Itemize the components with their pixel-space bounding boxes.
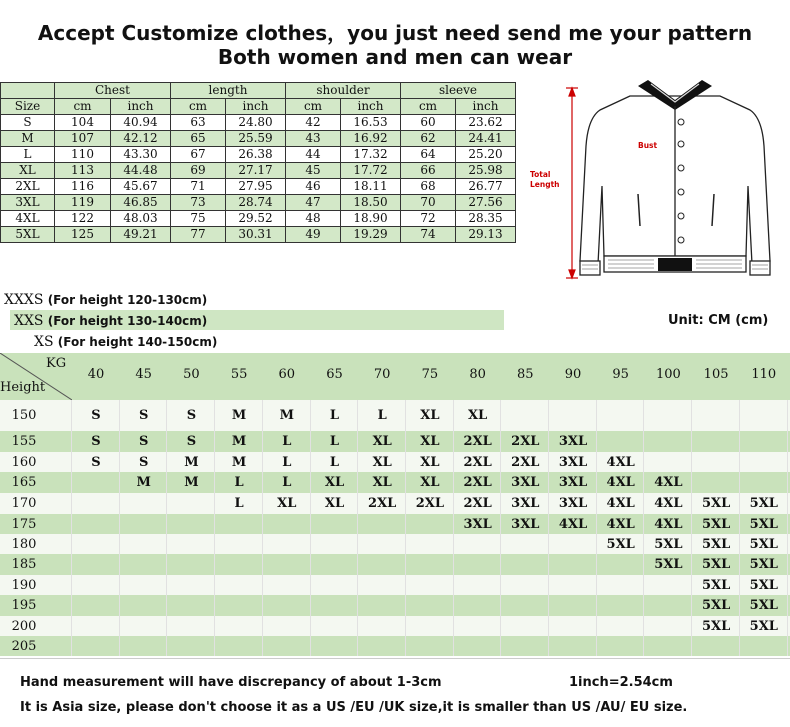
size-recommendation: 3XL xyxy=(511,475,540,490)
size-cell: 2XL xyxy=(1,179,55,195)
grid-divider xyxy=(357,400,358,656)
size-recommendation: 3XL xyxy=(558,454,588,470)
size-column-header: Size xyxy=(1,99,55,115)
measure-cell: 26.38 xyxy=(226,147,286,163)
left-cuff xyxy=(580,261,600,275)
grid-divider xyxy=(262,400,263,656)
grid-divider xyxy=(71,400,72,656)
height-cell: 200 xyxy=(11,618,37,634)
size-recommendation: 5XL xyxy=(749,577,778,593)
measure-cell: 77 xyxy=(171,227,226,243)
size-recommendation: M xyxy=(184,454,199,470)
measure-cell: 28.74 xyxy=(226,195,286,211)
size-table xyxy=(0,82,516,243)
measure-cell: 29.13 xyxy=(456,227,516,243)
size-recommendation: 5XL xyxy=(701,577,731,593)
unit-header: inch xyxy=(456,99,516,115)
size-recommendation: XL xyxy=(420,408,440,423)
size-recommendation: 5XL xyxy=(701,536,731,552)
measure-cell: 48.03 xyxy=(111,211,171,227)
size-recommendation: 2XL xyxy=(463,475,492,490)
weight-header: 110 xyxy=(751,367,777,382)
jacket-diagram xyxy=(530,76,788,294)
size-recommendation: 5XL xyxy=(606,536,635,552)
group-header: sleeve xyxy=(401,83,516,99)
size-recommendation: 4XL xyxy=(654,475,683,490)
grid-divider xyxy=(453,400,454,656)
size-recommendation: 5XL xyxy=(701,496,731,511)
measure-cell: 46.85 xyxy=(111,195,171,211)
size-recommendation: XL xyxy=(420,454,440,470)
weight-header: 70 xyxy=(373,367,391,382)
size-recommendation: XL xyxy=(420,434,440,449)
measure-cell: 71 xyxy=(171,179,226,195)
measure-cell: 26.77 xyxy=(456,179,516,195)
size-recommendation: L xyxy=(234,496,244,511)
measure-cell: 18.50 xyxy=(341,195,401,211)
grid-divider xyxy=(691,400,692,656)
size-recommendation: M xyxy=(136,475,151,490)
measure-cell: 69 xyxy=(171,163,226,179)
size-cell: S xyxy=(1,115,55,131)
total-length-label-2: Length xyxy=(530,180,560,189)
grid-divider xyxy=(739,400,740,656)
height-label: Height xyxy=(0,380,46,395)
size-recommendation: L xyxy=(377,408,387,423)
header-line-1: Accept Customize clothes，you just need send me your pattern xyxy=(37,21,753,45)
grid-divider xyxy=(500,400,501,656)
footer-conversion: 1inch=2.54cm xyxy=(569,675,673,690)
unit-header: cm xyxy=(55,99,111,115)
measure-cell: 45.67 xyxy=(111,179,171,195)
size-recommendation: 4XL xyxy=(606,516,635,532)
measure-cell: 27.17 xyxy=(226,163,286,179)
grid-divider xyxy=(214,400,215,656)
measure-cell: 18.90 xyxy=(341,211,401,227)
measure-cell: 24.80 xyxy=(226,115,286,131)
size-cell: M xyxy=(1,131,55,147)
size-row xyxy=(1,179,516,195)
unit-header: inch xyxy=(341,99,401,115)
unit-header: inch xyxy=(226,99,286,115)
size-recommendation: 3XL xyxy=(511,516,540,532)
measure-cell: 113 xyxy=(55,163,111,179)
measure-cell: 119 xyxy=(55,195,111,211)
size-recommendation: 3XL xyxy=(511,496,540,511)
size-cell: 4XL xyxy=(1,211,55,227)
height-cell: 180 xyxy=(11,536,37,552)
size-recommendation: L xyxy=(282,454,292,470)
size-recommendation: 2XL xyxy=(511,434,540,449)
weight-header: 100 xyxy=(655,367,681,382)
measure-cell: 63 xyxy=(171,115,226,131)
grid-divider xyxy=(787,400,788,656)
total-length-label-1: Total xyxy=(530,170,551,179)
size-recommendation: 3XL xyxy=(463,516,492,532)
size-recommendation: M xyxy=(231,408,247,423)
unit-header: cm xyxy=(171,99,226,115)
measure-cell: 104 xyxy=(55,115,111,131)
measure-cell: 66 xyxy=(401,163,456,179)
size-recommendation: 5XL xyxy=(701,516,731,532)
measure-cell: 125 xyxy=(55,227,111,243)
measure-cell: 40.94 xyxy=(111,115,171,131)
weight-header: 45 xyxy=(135,367,152,382)
size-recommendation: XL xyxy=(372,434,392,449)
weight-header: 95 xyxy=(612,367,629,382)
group-header: length xyxy=(171,83,286,99)
size-recommendation: L xyxy=(329,434,340,449)
measure-cell: 17.72 xyxy=(341,163,401,179)
weight-header: 40 xyxy=(87,367,105,382)
size-recommendation: L xyxy=(329,408,340,423)
size-recommendation: 4XL xyxy=(654,516,683,532)
size-row xyxy=(1,163,516,179)
measure-cell: 27.95 xyxy=(226,179,286,195)
height-cell: 165 xyxy=(11,475,37,490)
grid-divider xyxy=(405,400,406,656)
size-recommendation: 3XL xyxy=(558,496,588,511)
header-line-2: Both women and men can wear xyxy=(217,45,573,69)
measure-cell: 25.98 xyxy=(456,163,516,179)
measure-cell: 62 xyxy=(401,131,456,147)
height-cell: 205 xyxy=(11,638,37,654)
weight-header: 80 xyxy=(469,367,486,382)
size-row xyxy=(1,195,516,211)
bust-label: Bust xyxy=(638,141,658,150)
kg-label: KG xyxy=(46,356,67,371)
size-recommendation: L xyxy=(282,475,292,490)
measure-cell: 68 xyxy=(401,179,456,195)
size-table-corner xyxy=(1,83,55,99)
measure-cell: 24.41 xyxy=(456,131,516,147)
measure-cell: 49.21 xyxy=(111,227,171,243)
size-recommendation: 5XL xyxy=(701,618,731,634)
measure-cell: 23.62 xyxy=(456,115,516,131)
measure-cell: 47 xyxy=(286,195,341,211)
grid-divider xyxy=(166,400,167,656)
height-cell: 170 xyxy=(11,496,37,511)
size-row xyxy=(1,147,516,163)
weight-header: 65 xyxy=(326,367,343,382)
size-recommendation: 3XL xyxy=(558,434,588,449)
size-row xyxy=(1,211,516,227)
weight-header: 60 xyxy=(278,367,296,382)
measure-cell: 64 xyxy=(401,147,456,163)
group-header: Chest xyxy=(55,83,171,99)
size-cell: XL xyxy=(1,163,55,179)
right-cuff xyxy=(750,261,770,275)
size-recommendation: M xyxy=(231,454,247,470)
size-recommendation: S xyxy=(138,454,149,470)
grid-divider xyxy=(119,400,120,656)
unit-header: cm xyxy=(401,99,456,115)
size-recommendation: XL xyxy=(420,475,440,490)
measure-cell: 44 xyxy=(286,147,341,163)
size-recommendation: S xyxy=(91,454,101,470)
measure-cell: 48 xyxy=(286,211,341,227)
size-recommendation: 5XL xyxy=(749,598,778,613)
size-recommendation: 4XL xyxy=(606,475,635,490)
measure-cell: 28.35 xyxy=(456,211,516,227)
size-row xyxy=(1,115,516,131)
measure-cell: 29.52 xyxy=(226,211,286,227)
size-recommendation: 5XL xyxy=(749,557,778,572)
size-recommendation: XL xyxy=(277,496,297,511)
size-recommendation: 5XL xyxy=(654,536,683,552)
measure-cell: 30.31 xyxy=(226,227,286,243)
measure-cell: 73 xyxy=(171,195,226,211)
measure-cell: 19.29 xyxy=(341,227,401,243)
size-recommendation: 2XL xyxy=(511,454,540,470)
grid-divider xyxy=(596,400,597,656)
measure-cell: 107 xyxy=(55,131,111,147)
measure-cell: 16.92 xyxy=(341,131,401,147)
size-cell: 5XL xyxy=(1,227,55,243)
size-recommendation: S xyxy=(91,434,101,449)
size-recommendation: 5XL xyxy=(749,536,778,552)
measure-cell: 45 xyxy=(286,163,341,179)
footer-asia-size-note: It is Asia size, please don't choose it as a US /EU /UK size,it is smaller than US /AU/ EU size. xyxy=(20,700,688,715)
unit-header: inch xyxy=(111,99,171,115)
size-recommendation: 5XL xyxy=(749,496,778,511)
size-row xyxy=(1,131,516,147)
grid-divider xyxy=(548,400,549,656)
kids-note-xxxs: XXXS (For height 120-130cm) xyxy=(4,292,208,308)
measure-cell: 18.11 xyxy=(341,179,401,195)
measure-cell: 25.59 xyxy=(226,131,286,147)
measure-cell: 75 xyxy=(171,211,226,227)
weight-header: 105 xyxy=(703,367,729,382)
size-recommendation: 5XL xyxy=(701,598,731,613)
measure-cell: 70 xyxy=(401,195,456,211)
kids-note-xs: XS (For height 140-150cm) xyxy=(34,334,218,350)
size-cell: L xyxy=(1,147,55,163)
weight-header: 90 xyxy=(564,367,582,382)
size-recommendation: 5XL xyxy=(749,618,778,634)
size-recommendation: L xyxy=(282,434,292,449)
size-recommendation: 2XL xyxy=(463,454,492,470)
size-recommendation: M xyxy=(279,408,294,423)
unit-header: cm xyxy=(286,99,341,115)
weight-header: 55 xyxy=(230,367,248,382)
measure-cell: 122 xyxy=(55,211,111,227)
measure-cell: 25.20 xyxy=(456,147,516,163)
size-recommendation: L xyxy=(329,454,340,470)
size-recommendation: 2XL xyxy=(463,496,492,511)
size-recommendation: 2XL xyxy=(368,496,397,511)
weight-header: 75 xyxy=(421,367,439,382)
size-recommendation: L xyxy=(234,475,244,490)
size-recommendation: XL xyxy=(324,475,345,490)
size-recommendation: S xyxy=(186,408,197,423)
size-recommendation: 5XL xyxy=(749,516,778,532)
measure-cell: 27.56 xyxy=(456,195,516,211)
size-recommendation: 3XL xyxy=(558,475,588,490)
height-cell: 175 xyxy=(11,516,37,532)
grid-divider xyxy=(310,400,311,656)
measure-cell: 42 xyxy=(286,115,341,131)
size-recommendation: 2XL xyxy=(415,496,445,511)
size-recommendation: XL xyxy=(372,454,392,470)
measure-cell: 116 xyxy=(55,179,111,195)
corner-diagonal xyxy=(0,353,72,400)
size-recommendation: 4XL xyxy=(654,496,683,511)
size-recommendation: 4XL xyxy=(606,454,635,470)
measure-cell: 67 xyxy=(171,147,226,163)
measure-cell: 42.12 xyxy=(111,131,171,147)
size-recommendation: 2XL xyxy=(463,434,492,449)
measure-cell: 74 xyxy=(401,227,456,243)
footer-discrepancy: Hand measurement will have discrepancy of about 1-3cm xyxy=(20,675,442,690)
measure-cell: 16.53 xyxy=(341,115,401,131)
height-cell: 190 xyxy=(11,577,37,593)
grid-divider xyxy=(643,400,644,656)
size-recommendation: S xyxy=(138,434,149,449)
measure-cell: 17.32 xyxy=(341,147,401,163)
size-recommendation: XL xyxy=(372,475,392,490)
measure-cell: 43 xyxy=(286,131,341,147)
measure-cell: 44.48 xyxy=(111,163,171,179)
measure-cell: 110 xyxy=(55,147,111,163)
height-cell: 195 xyxy=(11,598,37,613)
size-recommendation: 5XL xyxy=(654,557,683,572)
height-cell: 155 xyxy=(11,434,37,449)
height-cell: 160 xyxy=(11,454,37,470)
size-row xyxy=(1,227,516,243)
measure-cell: 49 xyxy=(286,227,341,243)
measure-cell: 43.30 xyxy=(111,147,171,163)
measure-cell: 65 xyxy=(171,131,226,147)
measure-cell: 46 xyxy=(286,179,341,195)
size-recommendation: 4XL xyxy=(606,496,635,511)
size-recommendation: M xyxy=(231,434,247,449)
size-recommendation: 4XL xyxy=(558,516,588,532)
measure-cell: 72 xyxy=(401,211,456,227)
unit-label: Unit: CM (cm) xyxy=(668,313,769,328)
size-recommendation: XL xyxy=(324,496,345,511)
height-cell: 150 xyxy=(11,408,37,423)
size-recommendation: S xyxy=(138,408,149,423)
height-cell: 185 xyxy=(11,557,37,572)
size-cell: 3XL xyxy=(1,195,55,211)
weight-header: 50 xyxy=(183,367,200,382)
weight-header: 85 xyxy=(517,367,534,382)
size-recommendation: XL xyxy=(467,408,488,423)
group-header: shoulder xyxy=(286,83,401,99)
measure-cell: 60 xyxy=(401,115,456,131)
size-recommendation: S xyxy=(186,434,197,449)
footer xyxy=(0,658,790,727)
size-recommendation: S xyxy=(91,408,101,423)
kids-note-xxs: XXS (For height 130-140cm) xyxy=(14,313,208,329)
size-recommendation: 5XL xyxy=(701,557,731,572)
size-recommendation: M xyxy=(184,475,199,490)
